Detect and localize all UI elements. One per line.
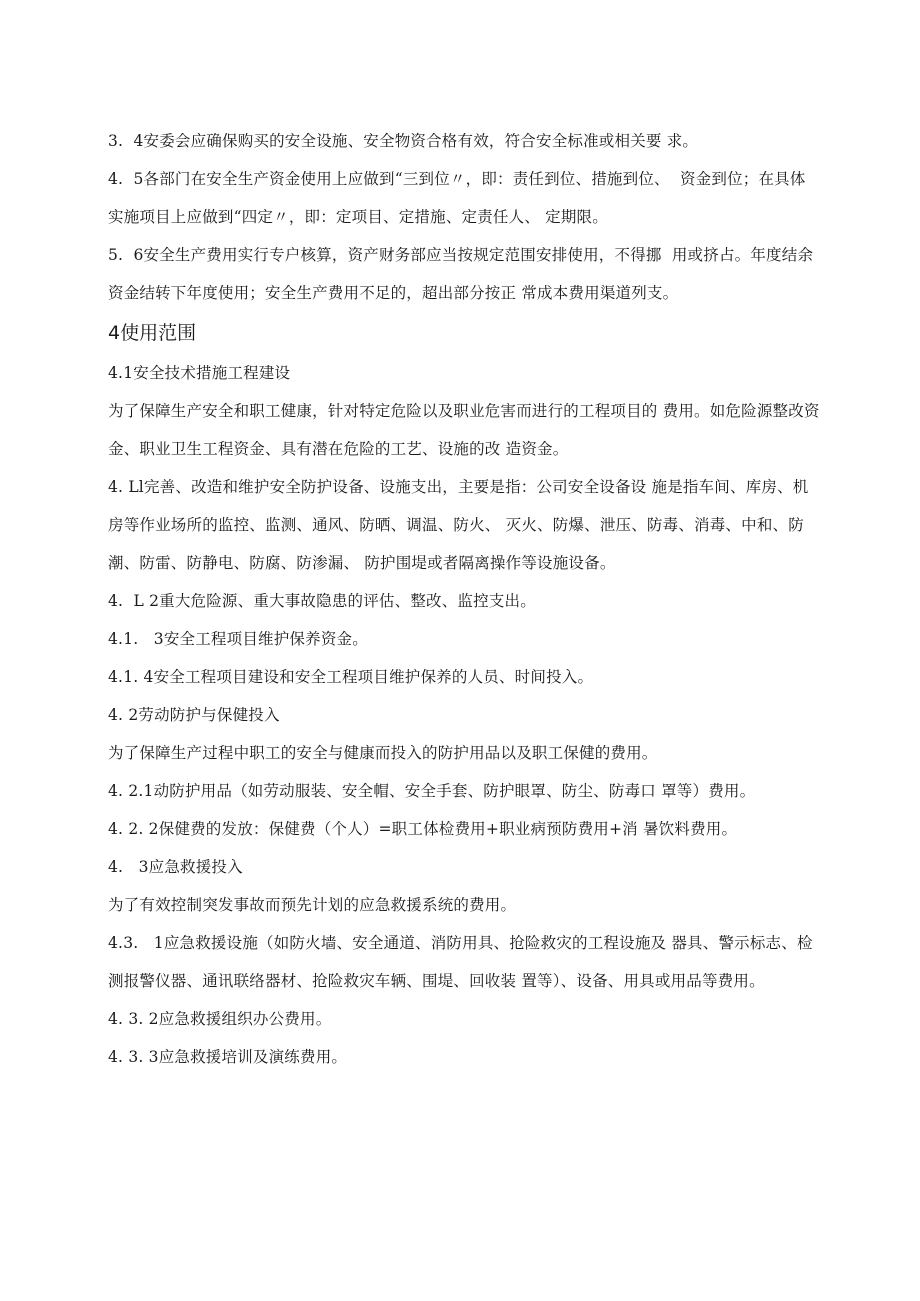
paragraph-4-2-intro: 为了保障生产过程中职工的安全与健康而投入的防护用品以及职工保健的费用。 (108, 744, 658, 762)
section-heading-4: 4使用范围 (108, 322, 197, 344)
paragraph-4-2-1: 4. 2.1动防护用品（如劳动服装、安全帽、安全手套、防护眼罩、防尘、防毒口 罩等）费用。 (108, 782, 756, 800)
paragraph-4-3-intro: 为了有效控制突发事故而预先计划的应急救援系统的费用。 (108, 896, 517, 914)
paragraph-3-4: 3. 4安委会应确保购买的安全设施、安全物资合格有效，符合安全标准或相关要 求。 (108, 132, 699, 150)
paragraph-4-1-4: 4.1. 4安全工程项目建设和安全工程项目维护保养的人员、时间投入。 (108, 668, 594, 686)
subheading-4-2: 4. 2劳动防护与保健投入 (108, 706, 280, 724)
paragraph-4-1-2: 4. L 2重大危险源、重大事故隐患的评估、整改、监控支出。 (108, 592, 536, 610)
paragraph-3-5: 4. 5各部门在安全生产资金使用上应做到“三到位〃，即：责任到位、措施到位、 资金到位；在具体实施项目上应做到“四定〃，即：定项目、定措施、定责任人、 定期限。 (108, 170, 806, 226)
paragraph-4-3-1: 4.3. 1应急救援设施（如防火墙、安全通道、消防用具、抢险救灾的工程设施及 器具、警示标志、检测报警仪器、通讯联络器材、抢险救灾车辆、围堤、回收装 置等）、设备、用具或用品等费用。 (108, 934, 813, 990)
document-body (108, 122, 820, 1076)
paragraph-4-1-1: 4. Ll完善、改造和维护安全防护设备、设施支出，主要是指：公司安全设备设 施是指车间、库房、机房等作业场所的监控、监测、通风、防晒、调温、防火、 灭火、防爆、泄压、防毒、消毒、中和、防潮、防雷、防静电、防腐、防渗漏、 防护围堤或者隔离操作等设施设备。 (108, 478, 809, 572)
paragraph-4-2-2: 4. 2. 2保健费的发放：保健费（个人）=职工体检费用+职业病预防费用+消 暑饮料费用。 (108, 820, 738, 838)
paragraph-3-6: 5. 6安全生产费用实行专户核算，资产财务部应当按规定范围安排使用，不得挪 用或挤占。年度结余资金结转下年度使用；安全生产费用不足的，超出部分按正 常成本费用渠道列支。 (108, 246, 814, 302)
subheading-4-3: 4. 3应急救援投入 (108, 858, 243, 876)
paragraph-4-1-3: 4.1. 3安全工程项目维护保养资金。 (108, 630, 368, 648)
paragraph-4-1-intro: 为了保障生产安全和职工健康，针对特定危险以及职业危害而进行的工程项目的 费用。如危险源整改资金、职业卫生工程资金、具有潜在危险的工艺、设施的改 造资金。 (108, 402, 820, 458)
subheading-4-1: 4.1安全技术措施工程建设 (108, 364, 291, 382)
paragraph-4-3-3: 4. 3. 3应急救援培训及演练费用。 (108, 1048, 348, 1066)
paragraph-4-3-2: 4. 3. 2应急救援组织办公费用。 (108, 1010, 332, 1028)
